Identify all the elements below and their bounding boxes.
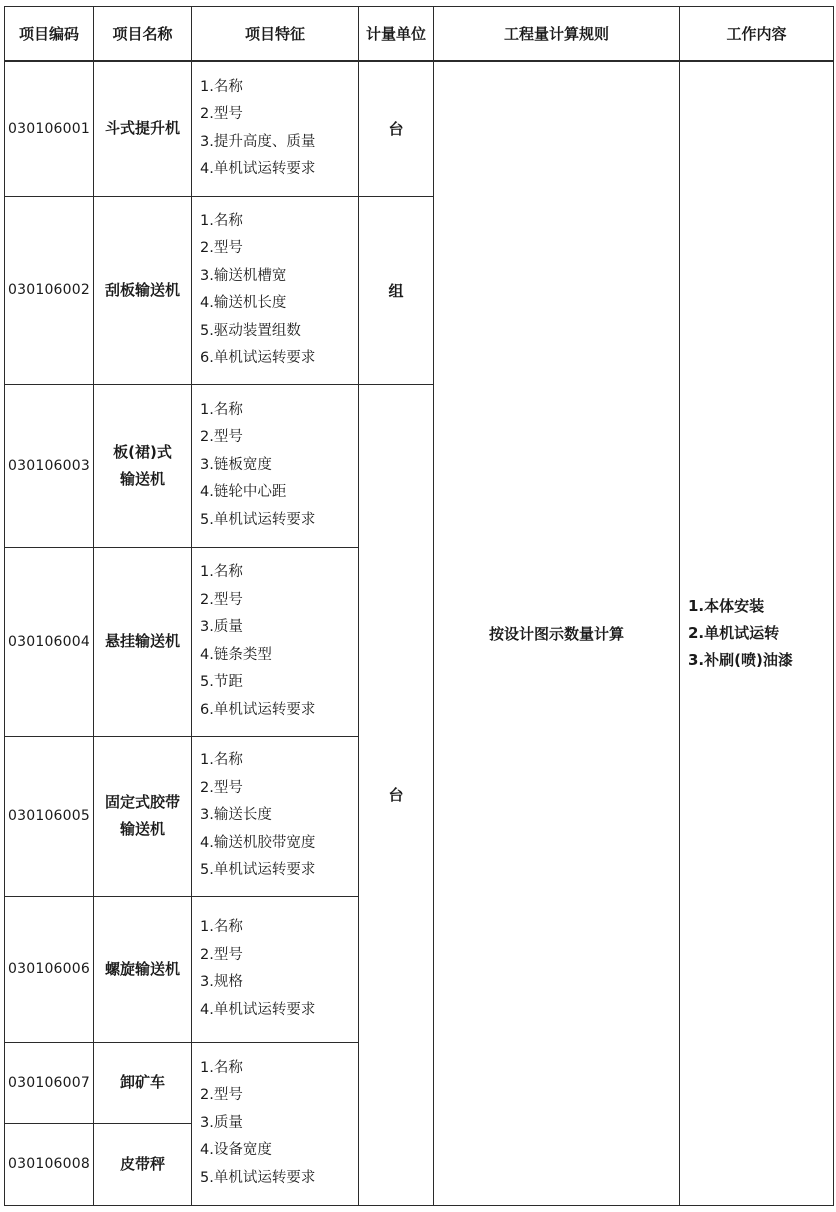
feature-item: 3.质量 [200,619,243,635]
item-name-line: 卸矿车 [119,1073,165,1091]
header-name: 项目名称 [94,7,192,62]
feature-item: 2.型号 [200,779,243,796]
item-unit: 台 [359,384,434,1205]
item-name-line: 斗式提升机 [104,119,180,138]
header-work: 工作内容 [680,7,834,62]
feature-item: 5.单机试运转要求 [200,862,316,879]
calculation-rule: 按设计图示数量计算 [434,61,680,1205]
item-features [192,384,359,547]
work-item: 3.补刷(喷)油漆 [688,650,793,669]
item-code: 030106006 [5,896,94,1042]
item-code: 030106001 [5,61,94,196]
feature-item: 5.驱动装置组数 [200,322,301,339]
feature-item: 5.节距 [200,674,243,690]
feature-item: 5.单机试运转要求 [200,1169,316,1186]
item-code: 030106008 [5,1123,94,1205]
header-rule: 工程量计算规则 [434,7,680,62]
feature-item: 6.单机试运转要求 [200,701,316,718]
header-row [5,7,834,62]
item-name-line: 固定式胶带 [104,793,180,811]
item-unit: 台 [359,61,434,196]
feature-item: 5.单机试运转要求 [200,511,316,528]
feature-item: 2.型号 [200,946,243,963]
item-name [94,1042,192,1123]
feature-item: 3.输送机槽宽 [200,267,287,284]
item-name [94,1123,192,1205]
item-unit: 组 [359,196,434,384]
work-item: 2.单机试运转 [688,623,780,642]
header-code: 项目编码 [5,7,94,62]
item-code: 030106004 [5,547,94,736]
item-name-line: 皮带秤 [119,1154,165,1173]
item-name [94,61,192,196]
item-features [192,896,359,1042]
feature-item: 4.设备宽度 [200,1142,272,1159]
feature-item: 1.名称 [200,401,243,418]
feature-item: 4.输送机长度 [200,295,287,311]
work-content [680,61,834,1205]
item-name [94,736,192,896]
item-name [94,896,192,1042]
feature-item: 2.型号 [200,429,243,446]
item-name-line: 板(裙)式 [113,442,172,461]
feature-item: 1.名称 [200,564,243,580]
feature-item: 4.链条类型 [200,646,272,663]
feature-item: 4.输送机胶带宽度 [200,834,316,851]
feature-item: 2.型号 [200,106,243,123]
feature-item: 2.型号 [200,1087,243,1104]
feature-item: 1.名称 [200,212,243,229]
feature-item: 1.名称 [200,78,243,95]
item-name [94,384,192,547]
feature-item: 6.单机试运转要求 [200,350,316,366]
item-features [192,196,359,384]
item-code: 030106002 [5,196,94,384]
feature-item: 3.质量 [200,1114,243,1131]
feature-item: 2.型号 [200,591,243,608]
item-code: 030106003 [5,384,94,547]
item-name [94,547,192,736]
header-features: 项目特征 [192,7,359,62]
item-code: 030106005 [5,736,94,896]
item-features [192,61,359,196]
spec-table [4,6,834,1206]
item-name-line: 刮板输送机 [104,280,180,299]
item-features [192,1042,359,1205]
item-name-line: 输送机 [119,469,165,488]
table-row [5,61,834,196]
item-features [192,736,359,896]
feature-item: 1.名称 [200,919,243,935]
item-features [192,547,359,736]
item-name [94,196,192,384]
feature-item: 3.规格 [200,974,243,990]
feature-item: 4.单机试运转要求 [200,161,316,178]
feature-item: 2.型号 [200,240,243,256]
feature-item: 1.名称 [200,1059,243,1076]
work-item: 1.本体安装 [688,596,765,615]
feature-item: 4.单机试运转要求 [200,1001,316,1018]
item-name-line: 悬挂输送机 [104,632,180,650]
item-name-line: 输送机 [119,820,165,838]
feature-item: 3.链板宽度 [200,456,272,473]
feature-item: 4.链轮中心距 [200,484,287,501]
item-name-line: 螺旋输送机 [104,959,180,978]
feature-item: 1.名称 [200,752,243,769]
header-unit: 计量单位 [359,7,434,62]
item-code: 030106007 [5,1042,94,1123]
feature-item: 3.输送长度 [200,807,272,824]
feature-item: 3.提升高度、质量 [200,133,316,150]
